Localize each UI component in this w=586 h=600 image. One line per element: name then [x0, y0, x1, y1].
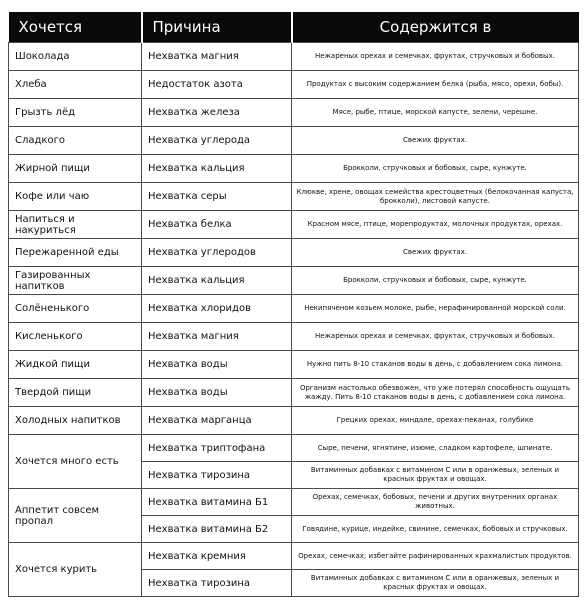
source-cell: Некипяченом козьем молоке, рыбе, нерафинированной морской соли.: [292, 295, 579, 323]
source-cell: Нужно пить 8-10 стаканов воды в день, с добавлением сока лимона.: [292, 351, 579, 379]
source-cell: Витаминных добавках с витамином С или в оранжевых, зеленых и красных фруктах и овощах.: [292, 462, 579, 489]
cravings-table: [8, 12, 579, 597]
source-cell: Нежареных орехах и семечках, фруктах, стручковых и бобовых.: [292, 323, 579, 351]
table-row: [9, 379, 579, 407]
want-cell: Солёненького: [9, 295, 142, 323]
reason-cell: Нехватка железа: [142, 99, 292, 127]
want-cell-group: Хочется курить: [9, 543, 142, 597]
source-cell: Орехах, семечках, бобовых, печени и других внутренних органах животных.: [292, 489, 579, 516]
table-row: [9, 43, 579, 71]
header-want: Хочется: [9, 12, 142, 43]
want-cell-group: Хочется много есть: [9, 435, 142, 489]
header-source: Содержится в: [292, 12, 579, 43]
want-cell: Пережаренной еды: [9, 239, 142, 267]
reason-cell: Нехватка магния: [142, 43, 292, 71]
want-cell-group: Аппетит совсем пропал: [9, 489, 142, 543]
table-row: [9, 211, 579, 239]
source-cell: Сыре, печени, ягнятине, изюме, сладком картофеле, шпинате.: [292, 435, 579, 462]
table-row: [9, 267, 579, 295]
want-cell: Жирной пищи: [9, 155, 142, 183]
source-cell: Организм настолько обезвожен, что уже потерял способность ощущать жажду. Пить 8-10 стаканов воды в день, с добавлением сока лимона.: [292, 379, 579, 407]
want-cell: Сладкого: [9, 127, 142, 155]
reason-cell: Нехватка кальция: [142, 267, 292, 295]
reason-cell: Нехватка магния: [142, 323, 292, 351]
source-cell: Брокколи, стручковых и бобовых, сыре, кунжуте.: [292, 267, 579, 295]
table-row-group: [9, 489, 579, 516]
want-cell: Холодных напитков: [9, 407, 142, 435]
want-cell: Шоколада: [9, 43, 142, 71]
source-cell: Нежареных орехах и семечках, фруктах, стручковых и бобовых.: [292, 43, 579, 71]
header-reason: Причина: [142, 12, 292, 43]
reason-cell: Нехватка витамина Б1: [142, 489, 292, 516]
source-cell: Брокколи, стручковых и бобовых, сыре, кунжуте.: [292, 155, 579, 183]
reason-cell: Недостаток азота: [142, 71, 292, 99]
reason-cell: Нехватка белка: [142, 211, 292, 239]
reason-cell: Нехватка кремния: [142, 543, 292, 570]
want-cell: Грызть лёд: [9, 99, 142, 127]
reason-cell: Нехватка марганца: [142, 407, 292, 435]
reason-cell: Нехватка углеродов: [142, 239, 292, 267]
want-cell: Твердой пищи: [9, 379, 142, 407]
cravings-table-container: [8, 12, 578, 597]
source-cell: Говядине, курице, индейке, свинине, семечках, бобовых и стручковых.: [292, 516, 579, 543]
reason-cell: Нехватка воды: [142, 351, 292, 379]
table-row: [9, 407, 579, 435]
table-row: [9, 155, 579, 183]
table-row: [9, 99, 579, 127]
table-row-group: [9, 543, 579, 570]
source-cell: Свежих фруктах.: [292, 127, 579, 155]
source-cell: Мясе, рыбе, птице, морской капусте, зелени, черешне.: [292, 99, 579, 127]
reason-cell: Нехватка воды: [142, 379, 292, 407]
table-row: [9, 127, 579, 155]
header-row: [9, 12, 579, 43]
table-row: [9, 295, 579, 323]
reason-cell: Нехватка кальция: [142, 155, 292, 183]
want-cell: Кисленького: [9, 323, 142, 351]
source-cell: Орехах, семечках; избегайте рафинированных крахмалистых продуктов.: [292, 543, 579, 570]
reason-cell: Нехватка триптофана: [142, 435, 292, 462]
reason-cell: Нехватка хлоридов: [142, 295, 292, 323]
table-row: [9, 71, 579, 99]
want-cell: Напиться и накуриться: [9, 211, 142, 239]
reason-cell: Нехватка тирозина: [142, 462, 292, 489]
want-cell: Жидкой пищи: [9, 351, 142, 379]
want-cell: Газированных напитков: [9, 267, 142, 295]
table-row: [9, 323, 579, 351]
source-cell: Клюкве, хрене, овощах семейства крестоцветных (белокочанная капуста, брокколи), листовой капусте.: [292, 183, 579, 211]
table-row-group: [9, 435, 579, 462]
reason-cell: Нехватка серы: [142, 183, 292, 211]
source-cell: Продуктах с высоким содержанием белка (рыба, мясо, орехи, бобы).: [292, 71, 579, 99]
reason-cell: Нехватка витамина Б2: [142, 516, 292, 543]
table-row: [9, 183, 579, 211]
want-cell: Хлеба: [9, 71, 142, 99]
source-cell: Грецких орехах, миндале, орехах-пеканах, голубике: [292, 407, 579, 435]
source-cell: Витаминных добавках с витамином С или в оранжевых, зеленых и красных фруктах и овощах.: [292, 570, 579, 597]
source-cell: Свежих фруктах.: [292, 239, 579, 267]
source-cell: Красном мясе, птице, морепродуктах, молочных продуктах, орехах.: [292, 211, 579, 239]
reason-cell: Нехватка углерода: [142, 127, 292, 155]
reason-cell: Нехватка тирозина: [142, 570, 292, 597]
table-row: [9, 351, 579, 379]
table-row: [9, 239, 579, 267]
want-cell: Кофе или чаю: [9, 183, 142, 211]
